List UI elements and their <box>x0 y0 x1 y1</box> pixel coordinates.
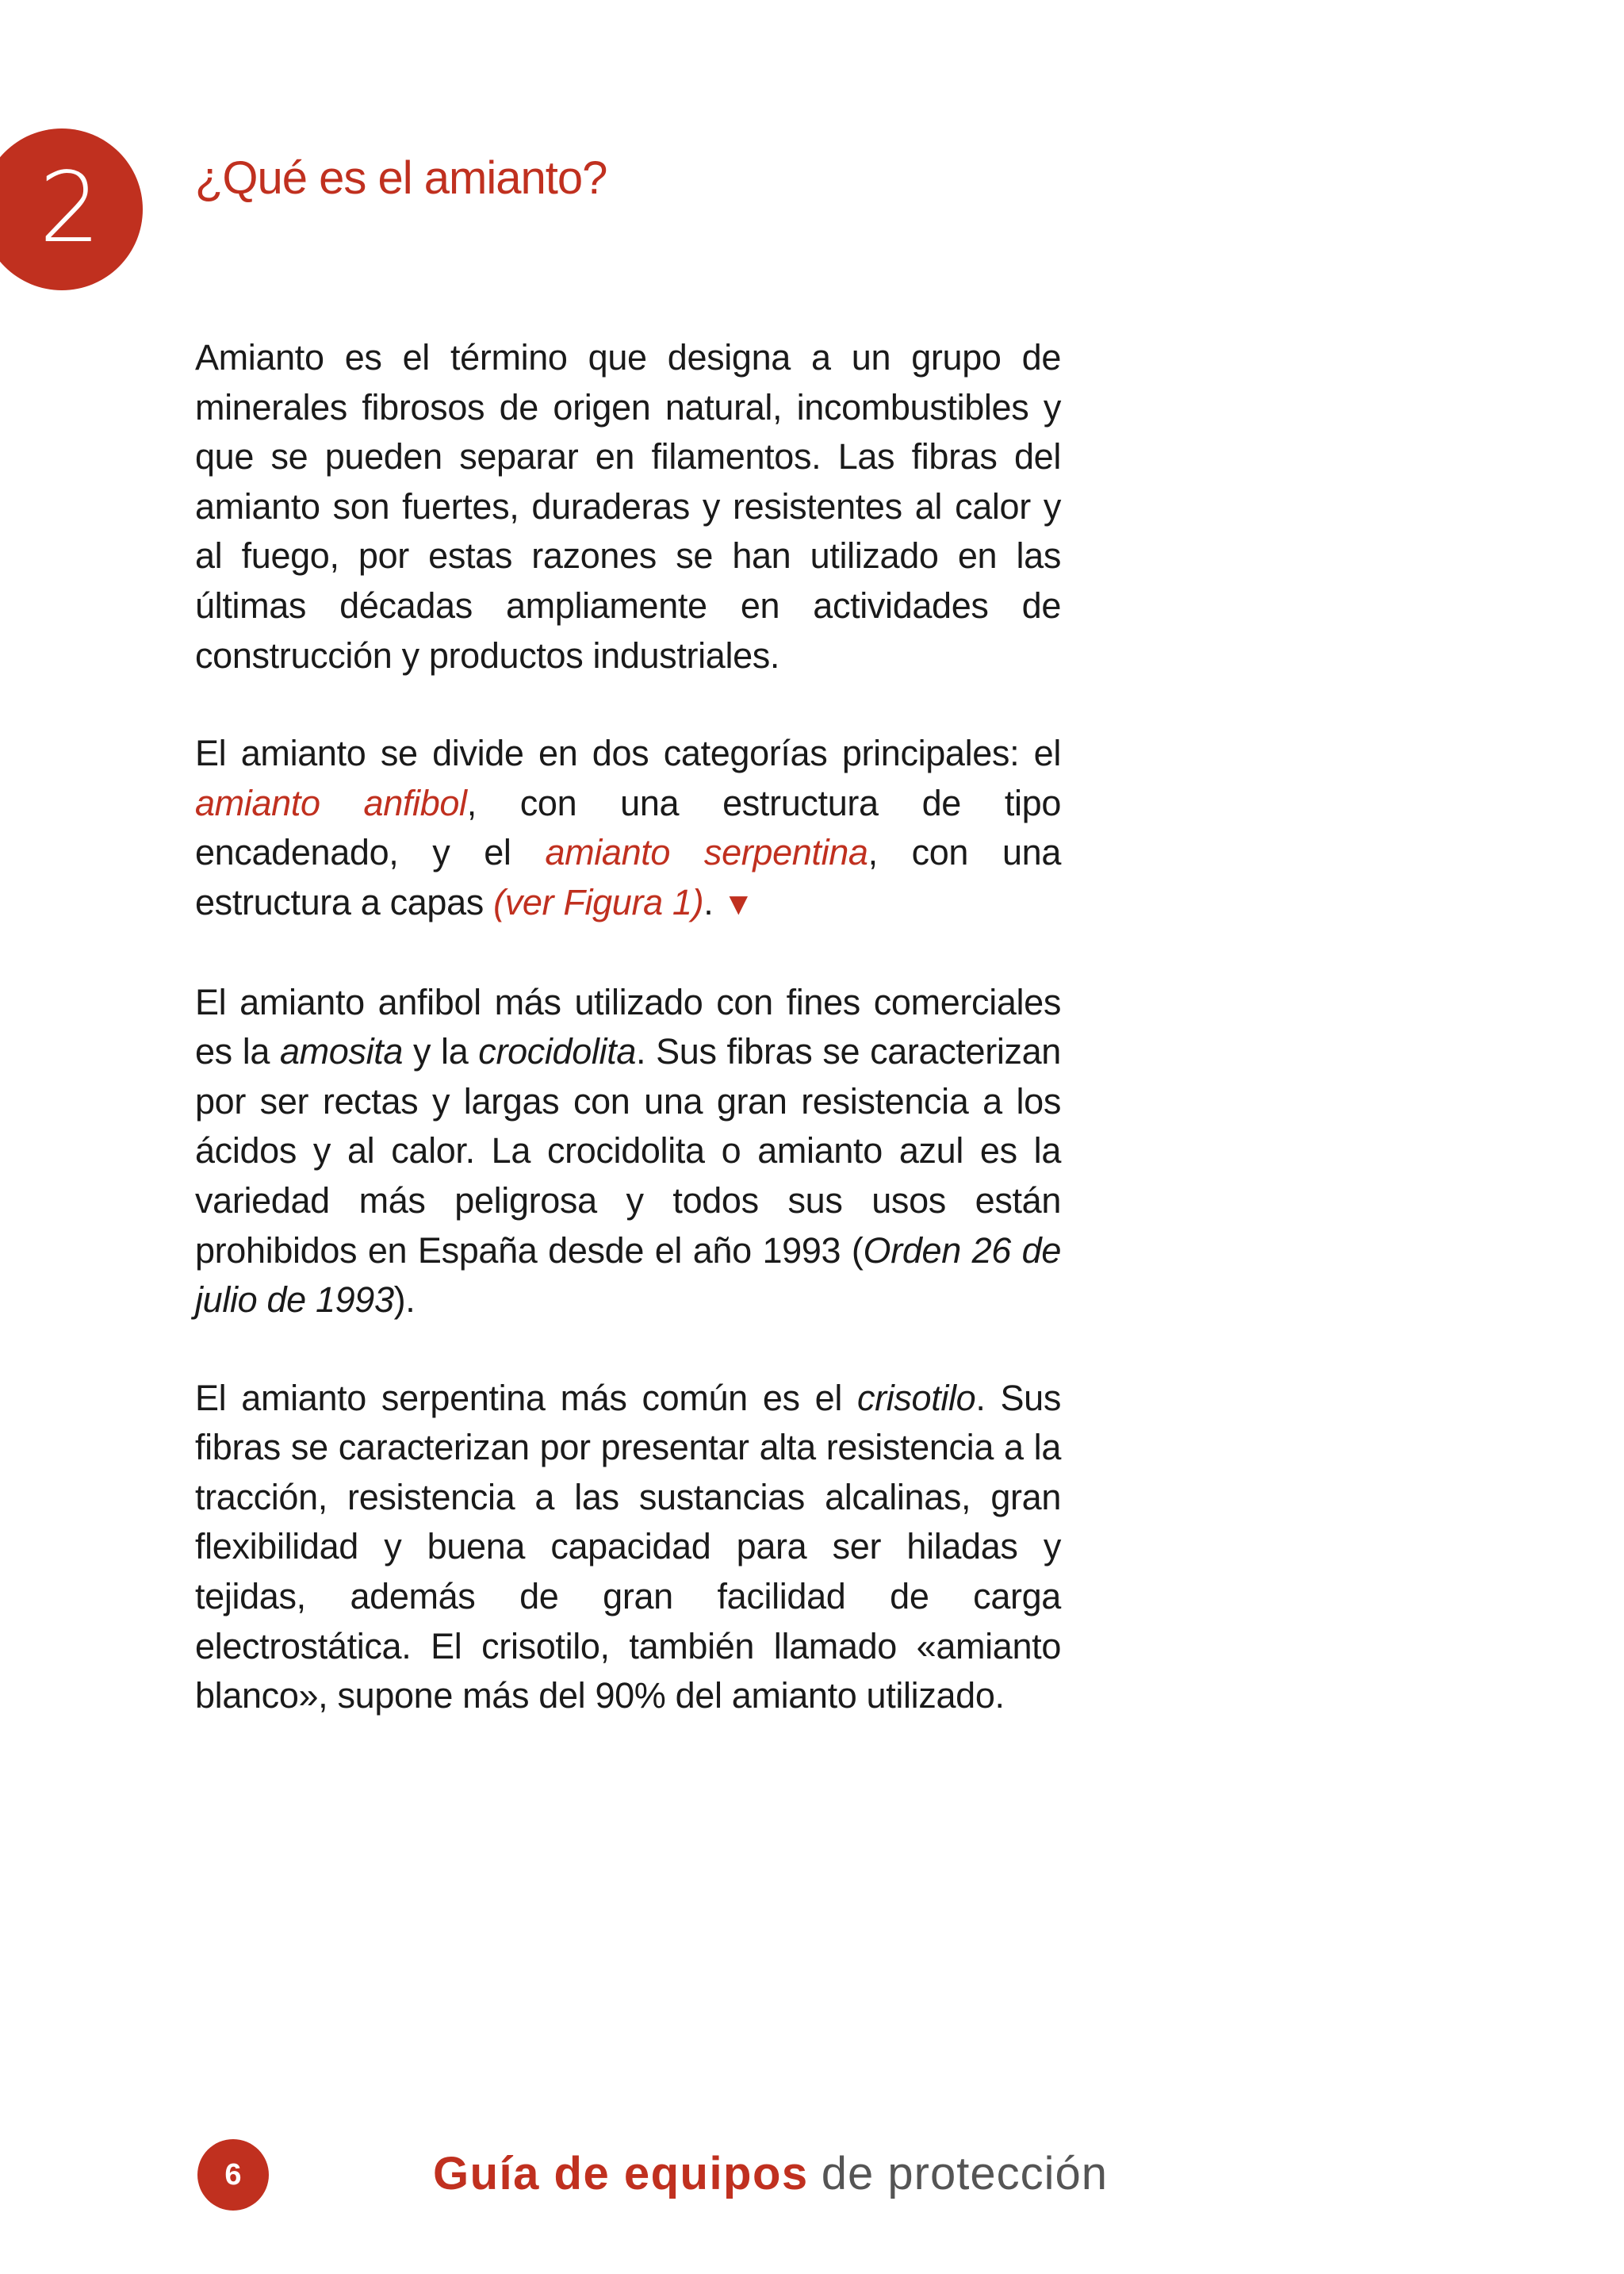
text-segment: . <box>703 881 723 922</box>
text-segment: ). <box>393 1279 416 1321</box>
term-crisotilo: crisotilo <box>856 1377 976 1418</box>
footer-title-bold: Guía de equipos <box>433 2148 809 2199</box>
term-amosita: amosita <box>279 1031 404 1072</box>
text-segment: , con una estructura a capas <box>195 832 1061 922</box>
chapter-number-badge <box>0 128 143 290</box>
page-number-badge <box>197 2139 269 2211</box>
legal-reference: Orden 26 de julio de 1993 <box>195 1229 1061 1321</box>
text-segment: El amianto anfibol más utilizado con fines comerciales es la <box>195 981 1061 1072</box>
body-text <box>195 333 1061 1770</box>
footer-title-light: de protección <box>821 2148 1109 2199</box>
chapter-title: ¿Qué es el amianto? <box>195 152 607 204</box>
chapter-number: 2 <box>39 151 101 264</box>
text-segment: El amianto se divide en dos categorías principales: el <box>195 733 1061 774</box>
paragraph-serpentina <box>195 1374 1061 1721</box>
term-amianto-serpentina: amianto serpentina <box>545 832 868 873</box>
term-crocidolita: crocidolita <box>478 1031 637 1072</box>
paragraph-categories <box>195 729 1061 929</box>
text-segment: , con una estructura de tipo encadenado, y el <box>195 782 1061 873</box>
text-segment: y la <box>403 1031 479 1072</box>
paragraph-anfibol <box>195 978 1061 1325</box>
text-segment: El amianto serpentina más común es el <box>195 1377 857 1418</box>
down-triangle-icon: ▼ <box>722 886 754 922</box>
text-segment: . Sus fibras se caracterizan por ser rectas y largas con una gran resistencia a los ácidos y al calor. La crocidolita o amianto azul es la variedad más peligrosa y todos sus usos están prohibidos en España desde el año 1993 ( <box>195 1031 1061 1271</box>
term-amianto-anfibol: amianto anfibol <box>195 782 467 823</box>
text-segment: . Sus fibras se caracterizan por presentar alta resistencia a la tracción, resistencia a las sustancias alcalinas, gran flexibilidad y buena capacidad para ser hiladas y tejidas, además de gran facilidad de carga electrostática. El crisotilo, también llamado «amianto blanco», supone más del 90% del amianto utilizado. <box>195 1377 1061 1716</box>
figure-reference-link[interactable]: (ver Figura 1) <box>493 881 704 922</box>
footer-title <box>433 2146 1108 2202</box>
page-number: 6 <box>224 2157 242 2192</box>
paragraph-definition: Amianto es el término que designa a un grupo de minerales fibrosos de origen natural, incombustibles y que se pueden separar en filamentos. Las fibras del amianto son fuertes, duraderas y resistentes al calor y al fuego, por estas razones se han utilizado en las últimas décadas ampliamente en actividades de construcción y productos industriales. <box>195 337 1061 676</box>
